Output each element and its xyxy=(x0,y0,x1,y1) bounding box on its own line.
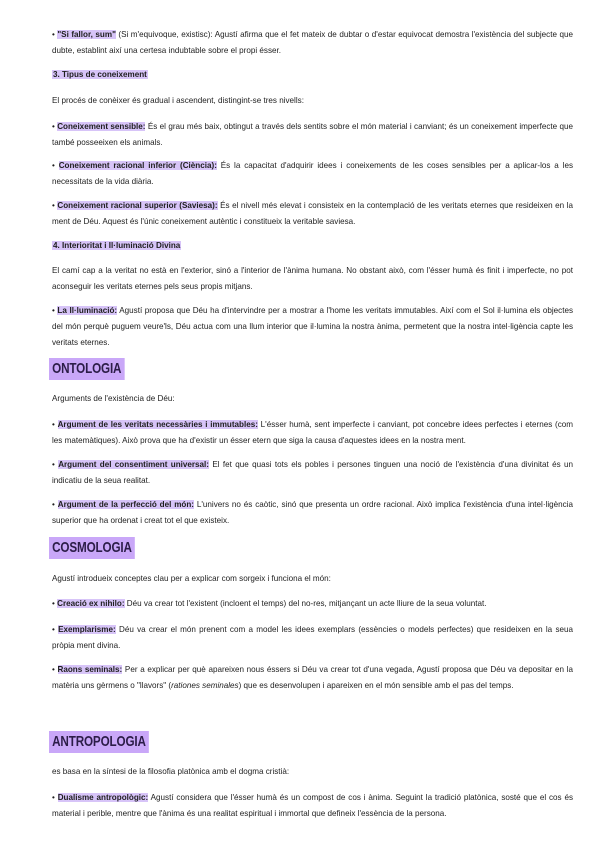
paragraph-sintesi: es basa en la síntesi de la filosofia platònica amb el dogma cristià: xyxy=(52,767,290,776)
bullet-marker: • xyxy=(52,793,58,802)
bullet-text: Per a explicar per què apareixen nous éssers si Déu va crear tot d'una vegada, Agustí proposa que Déu va depositar en la matèria uns gèrmens o "llavors" ( xyxy=(52,665,574,690)
bullet-text: L'ésser humà, sent imperfecte i canviant, pot concebre idees perfectes i eternes (com les matemàtiques). Això prova que ha d'existir un ésser etern que siga la causa d'aquestes idees en la nostra ment. xyxy=(52,420,574,445)
bullet-marker: • xyxy=(52,460,59,469)
section-heading-cosmologia: COSMOLOGIA xyxy=(49,537,135,559)
term-dualisme: Dualisme antropològic: xyxy=(57,793,149,802)
paragraph-arguments: Arguments de l'existència de Déu: xyxy=(52,394,175,403)
bullet-exemplarisme xyxy=(52,622,573,654)
bullet-marker: • xyxy=(52,420,58,429)
bullet-text: És el grau més baix, obtingut a través dels sentits sobre el món material i canviant; és un coneixement imperfecte que també posseeixen els animals. xyxy=(52,122,573,147)
bullet-si-fallor xyxy=(52,27,573,59)
bullet-text: És la capacitat d'adquirir idees i coneixements de les coses sensibles per a aplicar-los a les necessitats de la vida diària. xyxy=(52,161,573,186)
term-si-fallor: "Si fallor, sum" xyxy=(57,30,116,39)
term-creacio: Creació ex nihilo: xyxy=(57,599,125,608)
bullet-creacio xyxy=(52,596,573,612)
bullet-text: (Si m'equivoque, existisc): Agustí afirma que el fet mateix de dubtar o d'estar equivocat demostra l'existència del subjecte que dubte, establint així una certesa indubtable sobre el propi ésser. xyxy=(52,30,573,55)
term-argument-perfeccio: Argument de la perfecció del món: xyxy=(57,500,194,509)
bullet-marker: • xyxy=(52,122,58,131)
bullet-text: És el nivell més elevat i consisteix en la contemplació de les veritats eternes que resideixen en la ment de Déu. Aquest és l'únic coneixement autèntic i constitueix la veritable saviesa. xyxy=(52,201,573,226)
bullet-argument-consentiment xyxy=(52,457,573,489)
paragraph-agusti: Agustí introdueix conceptes clau per a explicar com sorgeix i funciona el món: xyxy=(52,574,331,583)
subheading-tipus-coneixement xyxy=(52,67,573,83)
paragraph-cami: El camí cap a la veritat no està en l'exterior, sinó a l'interior de l'ànima humana. No obstant això, com l'ésser humà és finit i imperfecte, no pot aconseguir les veritats eternes pels seus propis mitjans. xyxy=(52,266,573,291)
bullet-coneixement-superior xyxy=(52,198,573,230)
bullet-marker: • xyxy=(52,30,58,39)
bullet-marker: • xyxy=(52,201,58,210)
bullet-text-end: ) que es desenvolupen i apareixen en el món sensible amb el pas del temps. xyxy=(238,680,514,690)
section-heading-ontologia: ONTOLOGIA xyxy=(49,358,124,380)
bullet-text: L'univers no és caòtic, sinó que presenta un ordre racional. Això implica l'existència d'una intel·ligència superior que ha ordenat i creat tot el que existeix. xyxy=(52,500,573,525)
bullet-marker: • xyxy=(52,161,59,170)
bullet-illuminacio xyxy=(52,303,573,350)
bullet-coneixement-sensible xyxy=(52,119,573,151)
bullet-coneixement-inferior xyxy=(52,158,573,190)
subheading-label: 3. Tipus de coneixement xyxy=(53,70,147,79)
bullet-text: El fet que quasi tots els pobles i persones tinguen una noció de l'existència d'una divinitat és un indicatiu de la seua realitat. xyxy=(52,460,573,485)
subheading-interioritat xyxy=(52,238,573,254)
bullet-text: Déu va crear el món prenent com a model les idees exemplars (essències o models perfectes) que resideixen en la seua pròpia ment divina. xyxy=(52,625,573,650)
bullet-marker: • xyxy=(52,665,58,674)
term-coneixement-sensible: Coneixement sensible: xyxy=(57,122,146,131)
bullet-text: Agustí proposa que Déu ha d'intervindre per a mostrar a l'home les veritats immutables. Així com el Sol il·lumina els objectes del món perquè puguem veure'ls, Déu actua com una llum interior que il·lumina la nostra ànima, permetent que la nostra intel·ligència capte les veritats eternes. xyxy=(52,306,573,347)
bullet-text: Déu va crear tot l'existent (incloent el temps) del no-res, mitjançant un acte lliure de la seua voluntat. xyxy=(124,599,487,608)
term-illuminacio: La Il·luminació: xyxy=(57,306,118,315)
term-raons-seminals: Raons seminals: xyxy=(57,665,123,674)
bullet-marker: • xyxy=(52,625,59,634)
bullet-marker: • xyxy=(52,306,58,315)
paragraph-proces: El procés de conèixer és gradual i ascendent, distingint-se tres nivells: xyxy=(52,96,304,105)
latin-term: rationes seminales xyxy=(171,680,239,690)
bullet-marker: • xyxy=(52,500,58,509)
subheading-label: 4. Interioritat i Il·luminació Divina xyxy=(53,241,181,250)
bullet-dualisme xyxy=(52,790,573,822)
term-argument-consentiment: Argument del consentiment universal: xyxy=(58,460,210,469)
bullet-argument-perfeccio xyxy=(52,497,573,529)
term-coneixement-superior: Coneixement racional superior (Saviesa): xyxy=(57,201,218,210)
bullet-raons-seminals xyxy=(52,662,573,694)
term-coneixement-inferior: Coneixement racional inferior (Ciència): xyxy=(58,161,217,170)
bullet-text: Agustí considera que l'ésser humà és un compost de cos i ànima. Seguint la tradició platònica, sosté que el cos és material i perible, mentre que l'ànima és una realitat espiritual i immortal que defineix l'essència de la persona. xyxy=(52,793,573,818)
term-argument-veritats: Argument de les veritats necessàries i immutables: xyxy=(57,420,258,429)
term-exemplarisme: Exemplarisme: xyxy=(58,625,116,634)
section-heading-antropologia: ANTROPOLOGIA xyxy=(49,731,149,753)
bullet-marker: • xyxy=(52,599,58,608)
bullet-argument-veritats xyxy=(52,417,573,449)
